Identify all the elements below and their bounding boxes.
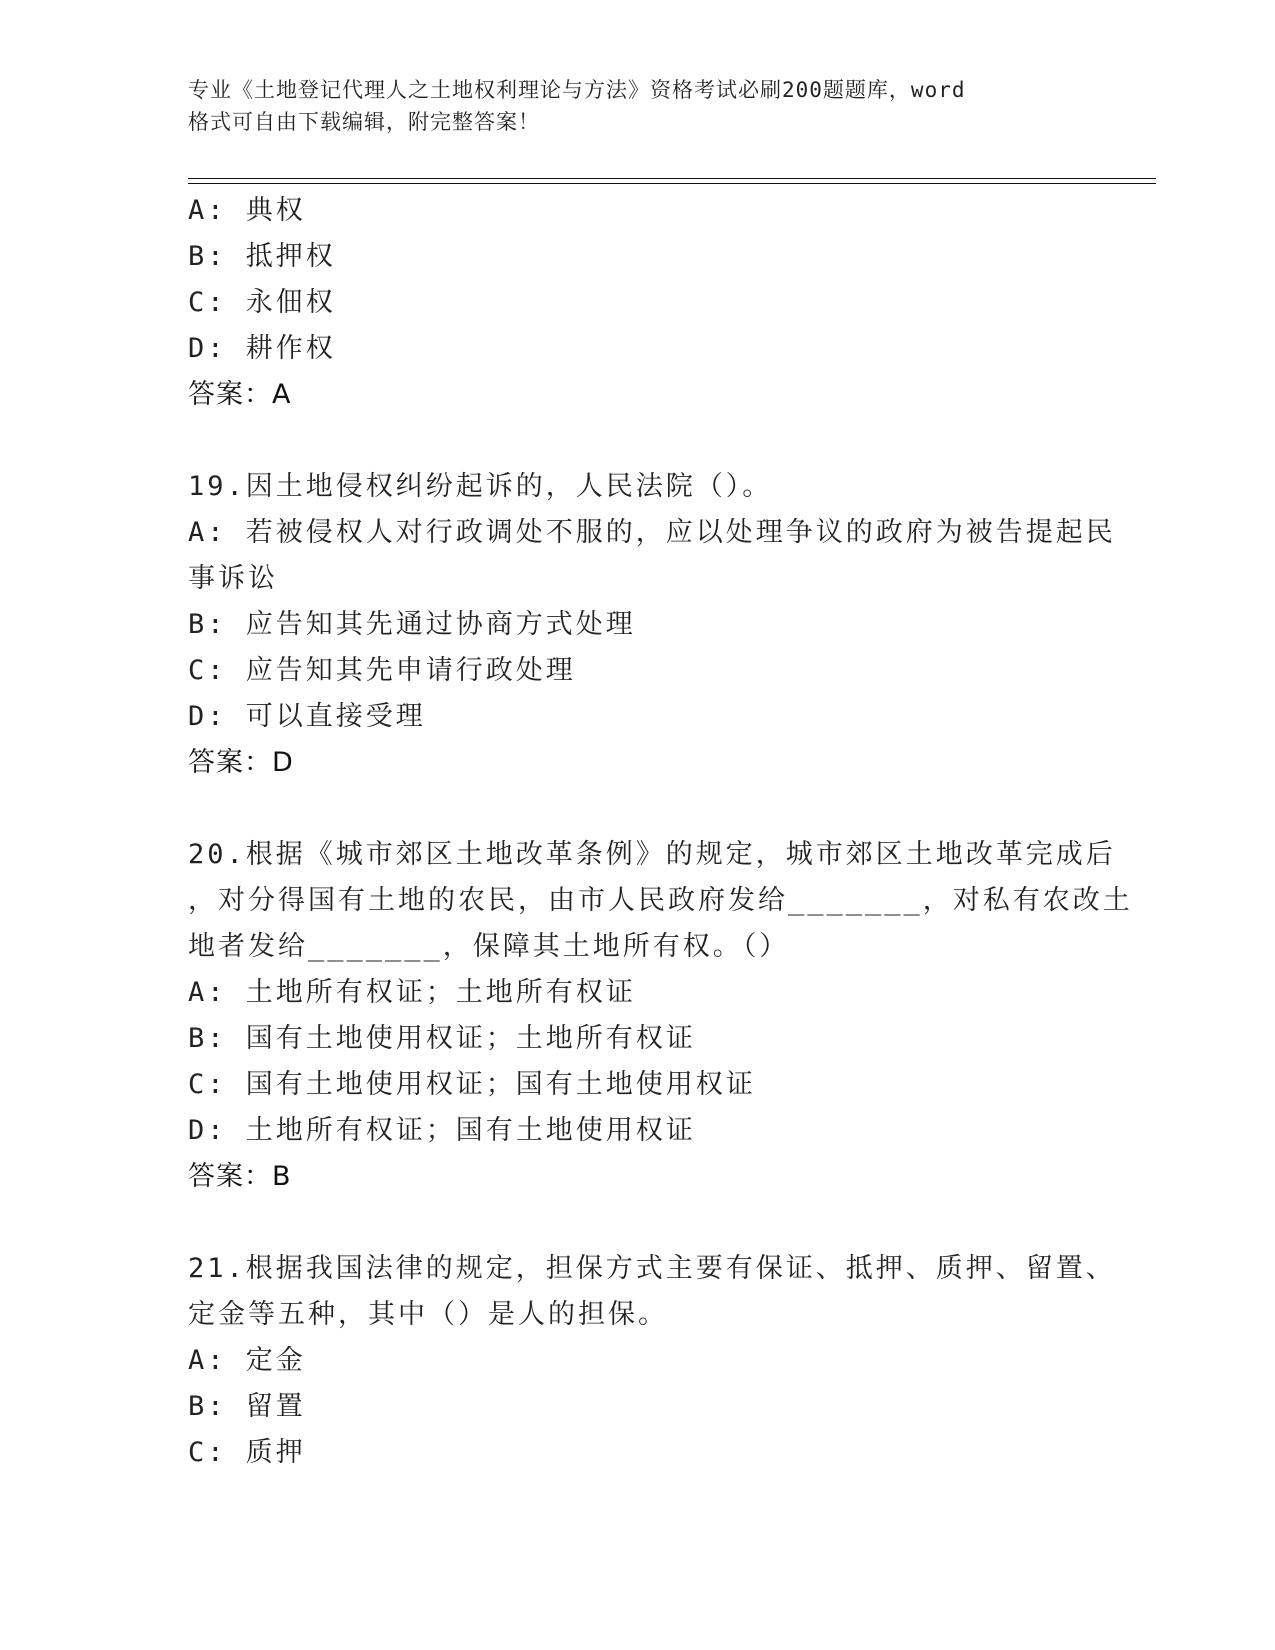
option-d: D: 耕作权 [188,333,336,364]
question-block [188,188,1088,418]
question-block [188,1246,1116,1476]
option-b: B: 国有土地使用权证；土地所有权证 [188,1023,696,1054]
question-stem: 19.因土地侵权纠纷起诉的，人民法院（）。 [188,471,773,502]
question-stem: 定金等五种，其中（）是人的担保。 [188,1299,668,1330]
question-stem: ，对分得国有土地的农民，由市人民政府发给_______，对私有农改土 [188,885,1133,916]
question-stem: 21.根据我国法律的规定，担保方式主要有保证、抵押、质押、留置、 [188,1253,1116,1284]
question-block [188,464,1116,786]
answer-line: 答案：A [188,379,292,410]
header-line-1: 专业《土地登记代理人之土地权利理论与方法》资格考试必刷200题题库，word [188,78,966,102]
option-b: B: 留置 [188,1391,306,1422]
answer-line: 答案：D [188,747,294,778]
header-divider [188,178,1156,184]
option-a: A: 典权 [188,195,306,226]
question-list [188,188,1133,1476]
option-c: C: 质押 [188,1437,306,1468]
question-block [188,832,1133,1200]
option-d: D: 可以直接受理 [188,701,426,732]
option-b: B: 抵押权 [188,241,336,272]
option-a: A: 若被侵权人对行政调处不服的，应以处理争议的政府为被告提起民 [188,517,1116,548]
option-a: A: 定金 [188,1345,306,1376]
option-a: A: 土地所有权证；土地所有权证 [188,977,636,1008]
question-stem: 20.根据《城市郊区土地改革条例》的规定，城市郊区土地改革完成后 [188,839,1116,870]
option-c: C: 国有土地使用权证；国有土地使用权证 [188,1069,756,1100]
option-b: B: 应告知其先通过协商方式处理 [188,609,636,640]
page-header [188,74,1068,138]
header-line-2: 格式可自由下载编辑，附完整答案！ [188,110,540,134]
option-a-continued: 事诉讼 [188,563,278,594]
option-d: D: 土地所有权证；国有土地使用权证 [188,1115,696,1146]
question-stem: 地者发给_______，保障其土地所有权。（） [188,931,790,962]
answer-line: 答案：B [188,1161,292,1192]
option-c: C: 应告知其先申请行政处理 [188,655,576,686]
option-c: C: 永佃权 [188,287,336,318]
